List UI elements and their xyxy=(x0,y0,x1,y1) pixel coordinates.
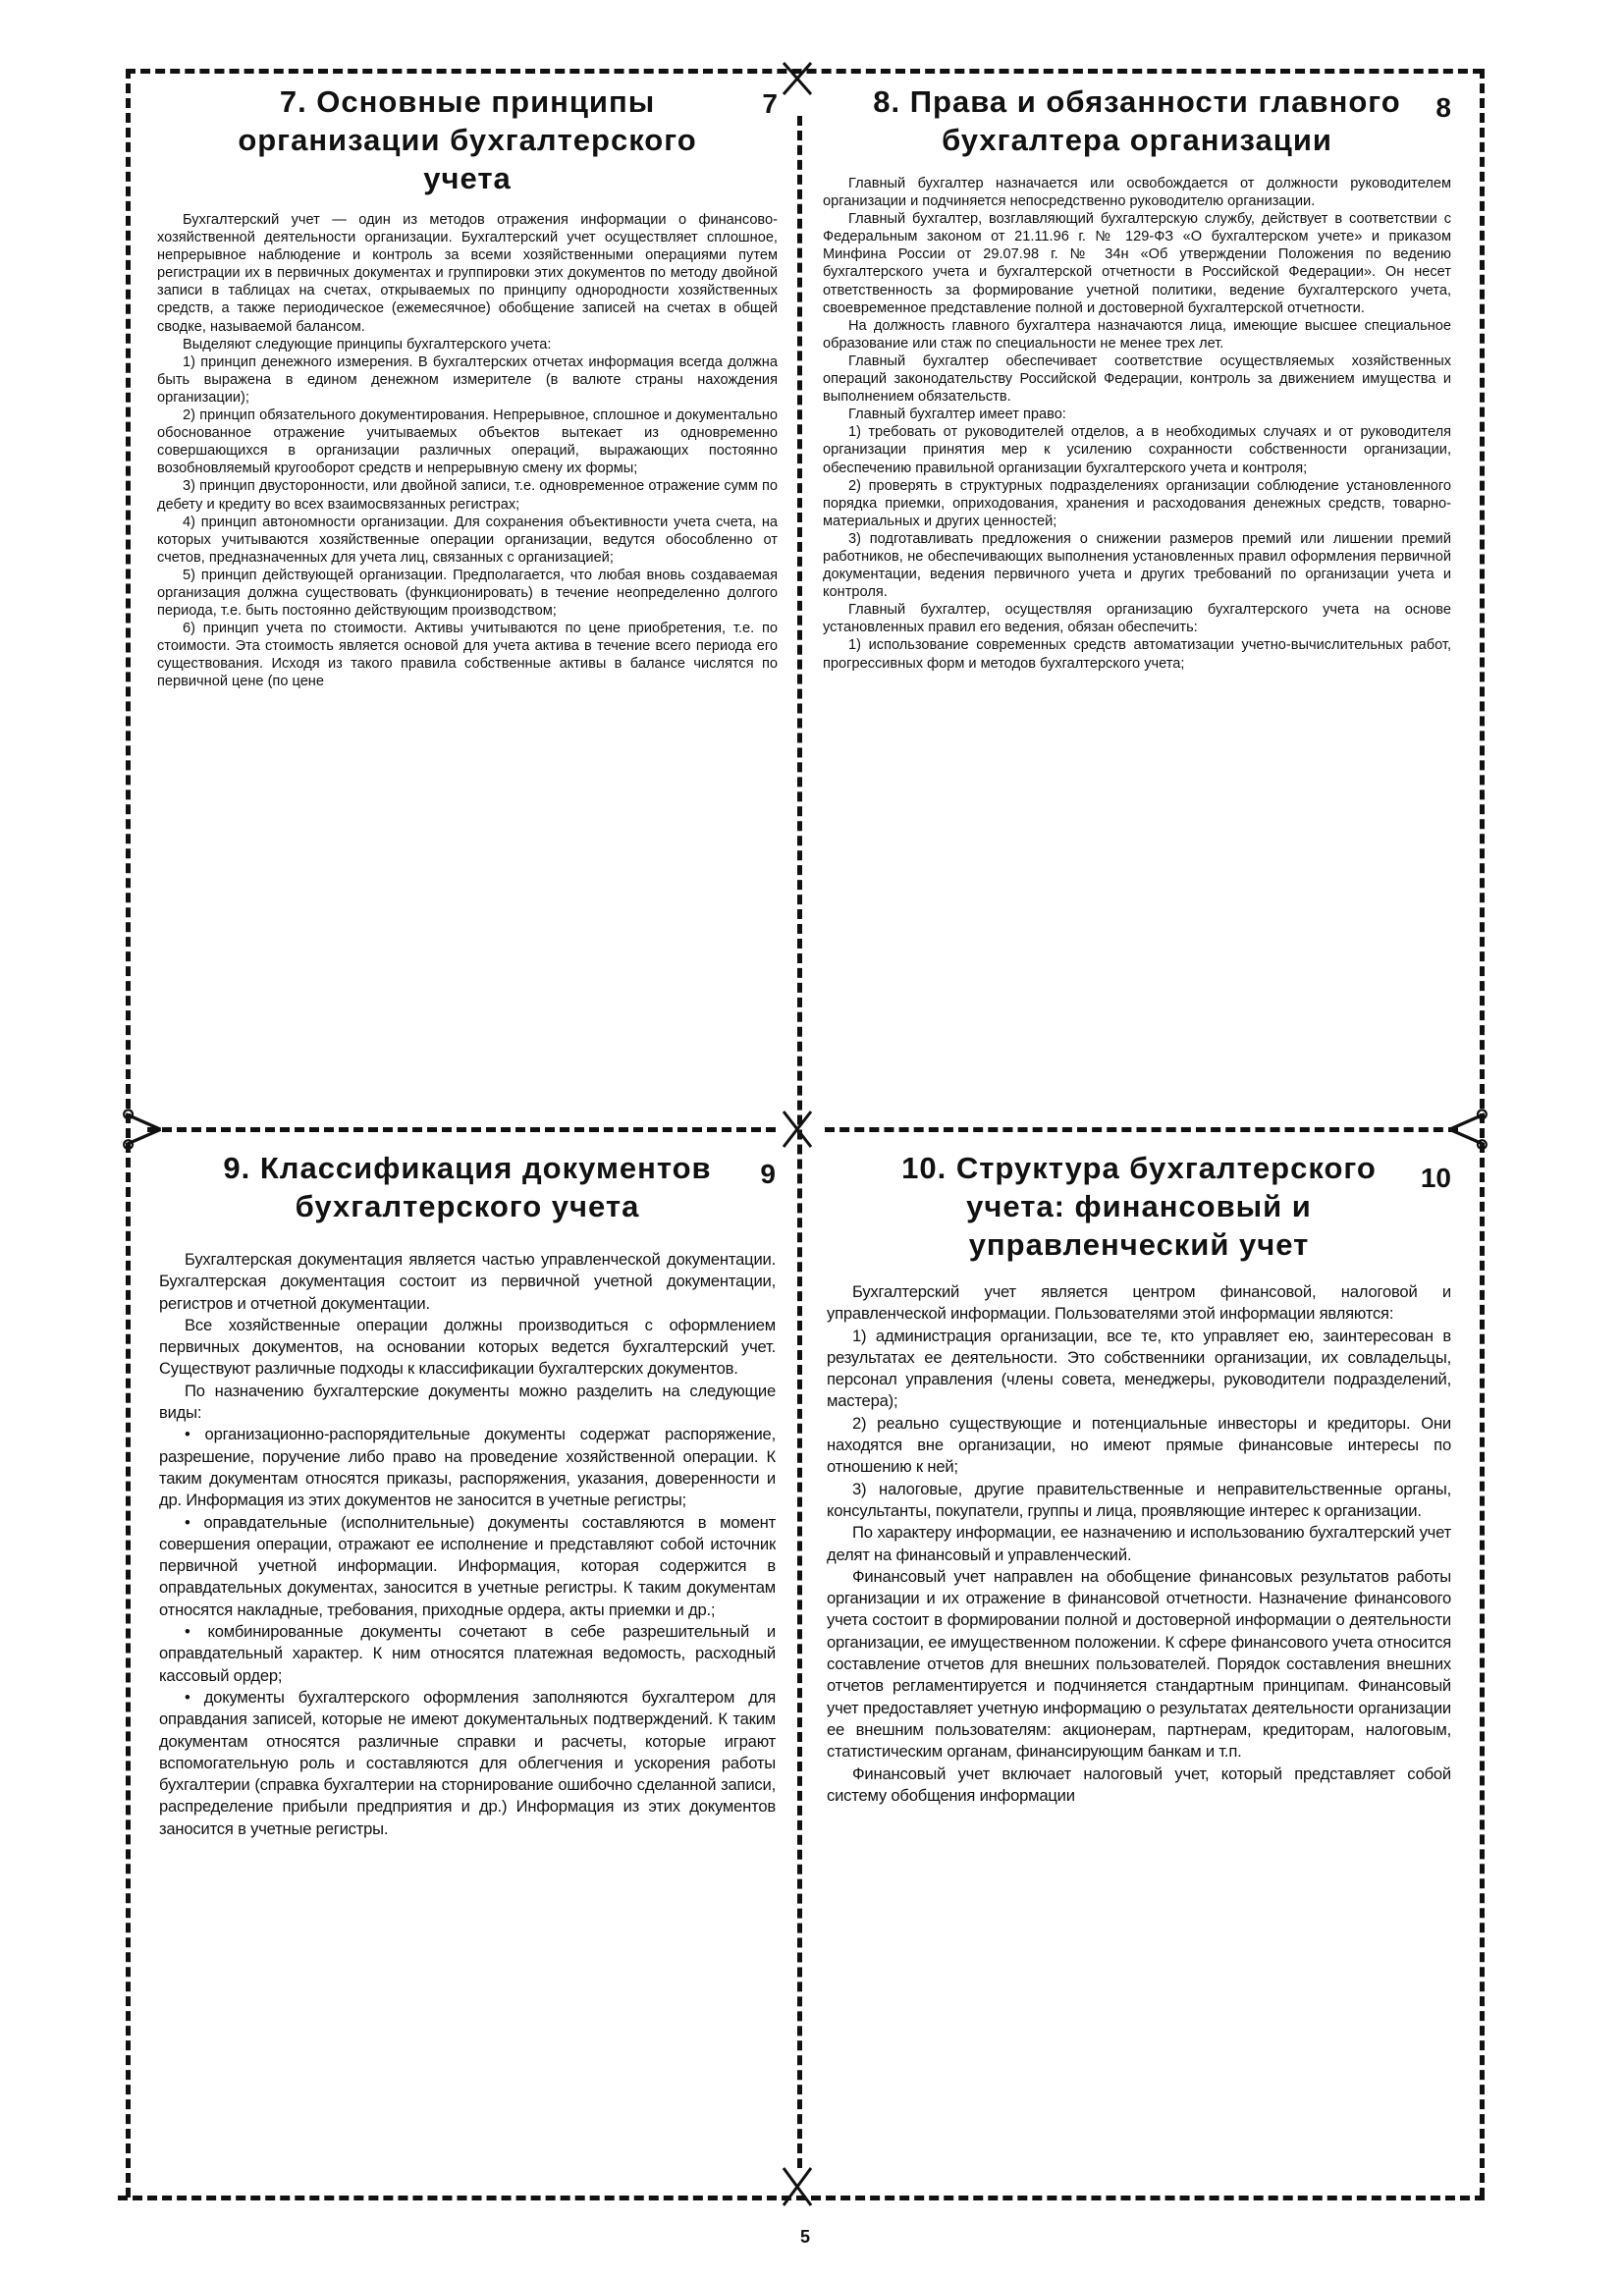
card-header xyxy=(159,1149,776,1225)
paragraph: 1) использование современных средств автоматизации учетно-вычислительных работ, прогрессивных форм и методов бухгалтерского учета; xyxy=(823,637,1451,672)
card-9 xyxy=(159,1149,776,2180)
paragraph: Бухгалтерский учет — один из методов отражения информации о финансово-хозяйственной деятельности организации. Бухгалтерский учет осуществляет сплошное, непрерывное наблюдение и контроль за всеми хозяйственными операциями путем регистрации их в первичных документах и группировки этих документов по методу двойной записи в таблицах на счетах, открываемых по принципу однородности хозяйственных средств, а также периодическое (ежемесячное) обобщение записей на счетах в общей сводке, называемой балансом. xyxy=(157,212,778,335)
paragraph: 1) требовать от руководителей отделов, а в необходимых случаях и от руководителя организации принятия мер к усилению сохранности собственности организации, обеспечению правильной организации бухгалтерского учета и контроля; xyxy=(823,424,1451,476)
card-7 xyxy=(157,82,778,1094)
card-number: 8 xyxy=(1435,92,1451,123)
paragraph: Главный бухгалтер обеспечивает соответствие осуществляемых хозяйственных операций законодательству Российской Федерации, контроль за движением имущества и выполнением обязательств. xyxy=(823,353,1451,406)
paragraph: По назначению бухгалтерские документы можно разделить на следующие виды: xyxy=(159,1381,776,1423)
paragraph: Бухгалтерский учет является центром финансовой, налоговой и управленческой информации. Пользователями этой информации являются: xyxy=(827,1282,1451,1324)
paragraph: • оправдательные (исполнительные) документы составляются в момент совершения операции, отражают ее исполнение и представляют собой источник первичной учетной информации. Информация, которая содержится в оправдательных документах, заносится в учетные регистры. К таким документам относятся накладные, требования, приходные ордера, акты приемки и др.; xyxy=(159,1512,776,1619)
paragraph: Выделяют следующие принципы бухгалтерского учета: xyxy=(183,336,552,353)
paragraph: 1) принцип денежного измерения. В бухгалтерских отчетах информация всегда должна быть выражена в едином денежном измерителе (в валюте страны нахождения организации); xyxy=(157,353,778,406)
card-header xyxy=(827,1149,1451,1264)
paragraph: Бухгалтерская документация является частью управленческой документации. Бухгалтерская документация состоит из первичной учетной документации, регистров и отчетной документации. xyxy=(159,1250,776,1313)
paragraph: 2) проверять в структурных подразделениях организации соблюдение установленного порядка приемки, оприходования, хранения и расходования денежных средств, товарно-материальных и других ценностей; xyxy=(823,477,1451,529)
paragraph: 2) реально существующие и потенциальные инвесторы и кредиторы. Они находятся вне организации, но имеют прямые финансовые интересы по отношению к ней; xyxy=(827,1413,1451,1477)
cut-line-middle-right xyxy=(825,1127,1458,1132)
paragraph: Финансовый учет направлен на обобщение финансовых результатов работы организации и их отражение в финансовой отчетности. Назначение финансового учета состоит в формировании полной и достоверной информации о деятельности организации, ее имущественном положении. К сфере финансового учета относится составление отчетов для внешних пользователей. Порядок составления внешних отчетов регламентируется и подчиняется стандартным принципам. Финансовый учет предоставляет учетную информацию о результатах деятельности организации ее внешним пользователям: акционерам, партнерам, кредиторам, налоговым, статистическим органам, финансирующим банкам и т.п. xyxy=(827,1566,1451,1762)
scissors-icon xyxy=(778,2164,817,2207)
paragraph: 1) администрация организации, все те, кто управляет ею, заинтересован в результатах ее деятельности. Это собственники организации, их совладельцы, персонал управления (члены совета, менеджеры, руководители подразделений, мастера); xyxy=(827,1326,1451,1411)
card-header xyxy=(823,82,1451,159)
paragraph: Главный бухгалтер назначается или освобождается от должности руководителем организации и подчиняется непосредственно руководителю организации. xyxy=(823,176,1451,210)
paragraph: Главный бухгалтер, осуществляя организацию бухгалтерского учета на основе установленных правил его ведения, обязан обеспечить: xyxy=(823,602,1451,636)
card-body xyxy=(827,1281,1451,1807)
card-body xyxy=(157,211,778,691)
paragraph: 4) принцип автономности организации. Для сохранения объективности учета счета, на которых учитываются хозяйственные операции организации, ведутся обособленно от счетов, предназначенных для учета лиц, связанных с организацией; xyxy=(157,514,778,566)
card-10 xyxy=(827,1149,1451,2180)
paragraph: На должность главного бухгалтера назначаются лица, имеющие высшее специальное образование или стаж по специальности не менее трех лет. xyxy=(823,317,1451,352)
card-8 xyxy=(823,82,1451,1094)
paragraph: 5) принцип действующей организации. Предполагается, что любая вновь создаваемая организация должна существовать (функционировать) в течение неопределенно долгого периода, т.е. быть постоянно действующим производством; xyxy=(157,567,778,620)
paragraph: 6) принцип учета по стоимости. Активы учитываются по цене приобретения, т.е. по стоимости. Эта стоимость является основой для учета актива в течение всего периода его существования. Исходя из такого правила собственные активы в балансе числятся по первичной цене (по цене xyxy=(157,621,778,690)
scissors-icon xyxy=(778,1106,817,1149)
paragraph: Главный бухгалтер имеет право: xyxy=(848,407,1066,423)
paragraph: • комбинированные документы сочетают в себе разрешительный и оправдательный характер. К ним относятся платежная ведомость, расходный кассовый ордер; xyxy=(159,1622,776,1685)
paragraph: 3) принцип двусторонности, или двойной записи, т.е. одновременное отражение сумм по дебету и кредиту во всех взаимосвязанных регистрах; xyxy=(157,478,778,513)
paragraph: 3) подготавливать предложения о снижении размеров премий или лишении премий работников, не обеспечивающих выполнения установленных правил оформления первичной документации, ведения первичного учета и других требований по организации учета и контроля. xyxy=(823,530,1451,601)
card-number: 9 xyxy=(760,1159,776,1189)
card-title: 10. Структура бухгалтерского учета: финансовый и управленческий учет xyxy=(901,1151,1377,1262)
paragraph: • документы бухгалтерского оформления заполняются бухгалтером для оправдания записей, которые не имеют документальных подтверждений. К таким документам относятся различные справки и расчеты, которые играют вспомогательную роль и составляются для облегчения и ускорения работы бухгалтерии (справка бухгалтерии на сторнирование ошибочно сделанной записи, распределение прибыли предприятия и др.) Информация из этих документов заносится в учетные регистры. xyxy=(159,1687,776,1838)
scissors-icon xyxy=(120,1106,167,1149)
page-number: 5 xyxy=(799,2227,810,2247)
paragraph: По характеру информации, ее назначению и использованию бухгалтерский учет делят на финансовый и управленческий. xyxy=(827,1523,1451,1564)
card-body xyxy=(159,1249,776,1840)
paragraph: • организационно-распорядительные документы содержат распоряжение, разрешение, поручение либо право на проведение хозяйственной операции. К таким документам относятся приказы, распоряжения, указания, доверенности и др. Информация из этих документов не заносится в учетные регистры; xyxy=(159,1425,776,1510)
paragraph: Все хозяйственные операции должны производиться с оформлением первичных документов, на основании которых ведется бухгалтерский учет. Существуют различные подходы к классификации бухгалтерских документов. xyxy=(159,1315,776,1379)
paragraph: 2) принцип обязательного документирования. Непрерывное, сплошное и документально обоснованное отражение учитываемых объектов вытекает из одновременно совершающихся в организации различных операций, выражающих постоянно возобновляемый кругооборот средств и непрерывную смену их формы; xyxy=(157,407,778,477)
paragraph: Финансовый учет включает налоговый учет, который представляет собой систему обобщения информации xyxy=(827,1764,1451,1805)
card-body xyxy=(823,175,1451,673)
card-title: 9. Классификация документов бухгалтерского учета xyxy=(223,1151,712,1223)
cut-line-middle-left xyxy=(147,1127,776,1132)
scissors-icon xyxy=(1443,1106,1490,1149)
card-number: 7 xyxy=(762,88,778,119)
scissors-icon xyxy=(778,59,817,98)
card-title: 7. Основные принципы организации бухгалтерского учета xyxy=(238,84,697,195)
paragraph: 3) налоговые, другие правительственные и неправительственные органы, консультанты, покупатели, группы и лица, проявляющие интерес к организации. xyxy=(827,1479,1451,1520)
paragraph: Главный бухгалтер, возглавляющий бухгалтерскую службу, действует в соответствии с Федеральным законом от 21.11.96 г. № 129-ФЗ «О бухгалтерском учете» и приказом Минфина России от 29.07.98 г. № 34н «Об утверждении Положения по ведению бухгалтерского учета и бухгалтерской отчетности в Российской Федерации». Он несет ответственность за формирование учетной политики, ведение бухгалтерского учета, своевременное представление полной и достоверной бухгалтерской отчетности. xyxy=(823,211,1451,316)
card-number: 10 xyxy=(1420,1163,1451,1193)
card-header xyxy=(157,82,778,197)
card-title: 8. Права и обязанности главного бухгалтера организации xyxy=(873,84,1401,157)
